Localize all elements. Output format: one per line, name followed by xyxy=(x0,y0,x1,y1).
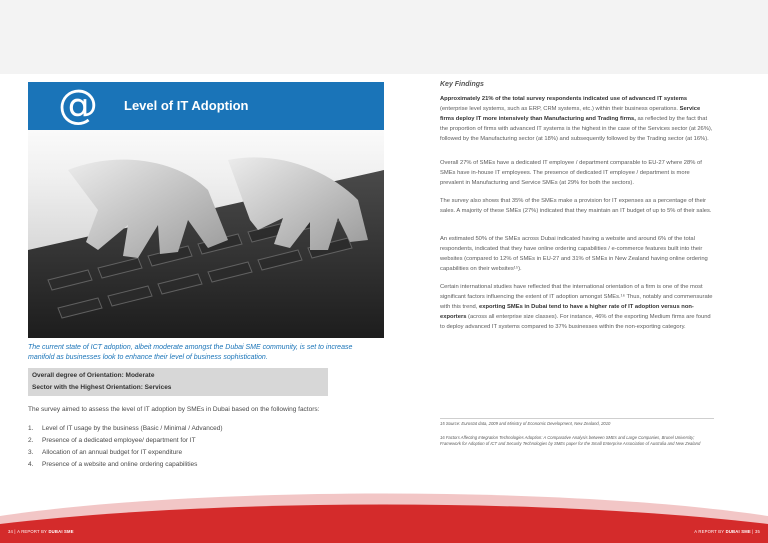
finding-paragraph-3: The survey also shows that 35% of the SMEs make a provision for IT expenses as a percentage of their sales. A majority of these SMEs (27%) indicated that they maintain an IT budget of up to 5% of their sales. xyxy=(440,198,712,214)
finding-paragraph-4: An estimated 50% of the SMEs across Dubai indicated having a website and around 6% of the total respondents, indicated that they have online ordering capabilities / e-commerce features built into their websites (compared to 12% of SMEs in EU-27 and 31% of SMEs in New Zealand having online ordering capabilities on their websites¹⁵). xyxy=(440,236,708,272)
section-banner xyxy=(28,82,384,130)
footnote-divider xyxy=(440,418,714,419)
footer-left: 34 | A REPORT BY DUBAI SME xyxy=(8,529,74,534)
factor-list xyxy=(28,423,378,471)
at-sign-icon: @ xyxy=(58,82,98,128)
finding-paragraph-5: Certain international studies have reflected that the international orientation of a firm is one of the most significant factors influencing the extent of IT adoption amongst SMEs.¹⁶ Thus, notably and commensurate with this trend, exporting SMEs in Dubai tend to have a higher rate of IT adoption versus non-exporters (across all enterprise size classes). For instance, 46% of the exporting Medium firms are found to deploy advanced IT systems compared to 37% businesses within the non-exporting category. xyxy=(440,284,713,330)
finding-paragraph-1: Approximately 21% of the total survey respondents indicated use of advanced IT systems (enterprise level systems, such as ERP, CRM systems, etc.) within their business operations. Service firms deploy IT more intensively than Manufacturing and Trading firms, as reflected by the fact that the proportion of firms with advanced IT systems is the highest in the case of the Services sector (at 26%), followed by the Manufacturing sector (at 18%) and subsequently followed by the Trading sector (at 16%). xyxy=(440,96,713,142)
section-title: Level of IT Adoption xyxy=(124,98,249,113)
footnote-15: 15 Source: Eurostat data, 2009 and Ministry of Economic Development, New Zealand, 2010 xyxy=(440,421,611,426)
footnote-16: 16 Factors Affecting Integration Technologies Adoption: A Comparative Analysis between SMEs and Large Companies, Brunel University; Framework for Adoption of ICT and Security Technologies by SMEs paper for the Small Enterprise Association of Australia and New Zealand xyxy=(440,435,701,446)
typing-hands-photo xyxy=(28,130,384,338)
finding-paragraph-2: Overall 27% of SMEs have a dedicated IT employee / department comparable to EU-27 where 28% of SMEs have in-house IT employees. The presence of dedicated IT employee / department is more prevalent in Manufacturing and Service SMEs (at 29% for both the sectors). xyxy=(440,160,702,186)
orientation-summary-box xyxy=(28,368,328,396)
survey-intro-text: The survey aimed to assess the level of IT adoption by SMEs in Dubai based on the following factors: xyxy=(28,406,320,413)
list-item: 4. Presence of a website and online ordering capabilities xyxy=(28,461,198,468)
list-item: 2. Presence of a dedicated employee/ department for IT xyxy=(28,437,196,444)
key-findings-heading: Key Findings xyxy=(440,81,484,88)
list-item: 1. Level of IT usage by the business (Basic / Minimal / Advanced) xyxy=(28,425,223,432)
footer-swoosh xyxy=(0,476,768,543)
overall-orientation: Overall degree of Orientation: Moderate xyxy=(32,372,155,379)
list-item: 3. Allocation of an annual budget for IT expenditure xyxy=(28,449,183,456)
keyboard-hands-illustration xyxy=(28,130,384,338)
footer-right: A REPORT BY DUBAI SME | 35 xyxy=(694,529,760,534)
highest-orientation-sector: Sector with the Highest Orientation: Services xyxy=(32,384,172,391)
top-band xyxy=(0,0,768,74)
pull-quote-caption: The current state of ICT adoption, albeit moderate amongst the Dubai SME community, is set to increase manifold as businesses look to enhance their level of business sophistication. xyxy=(28,344,353,361)
